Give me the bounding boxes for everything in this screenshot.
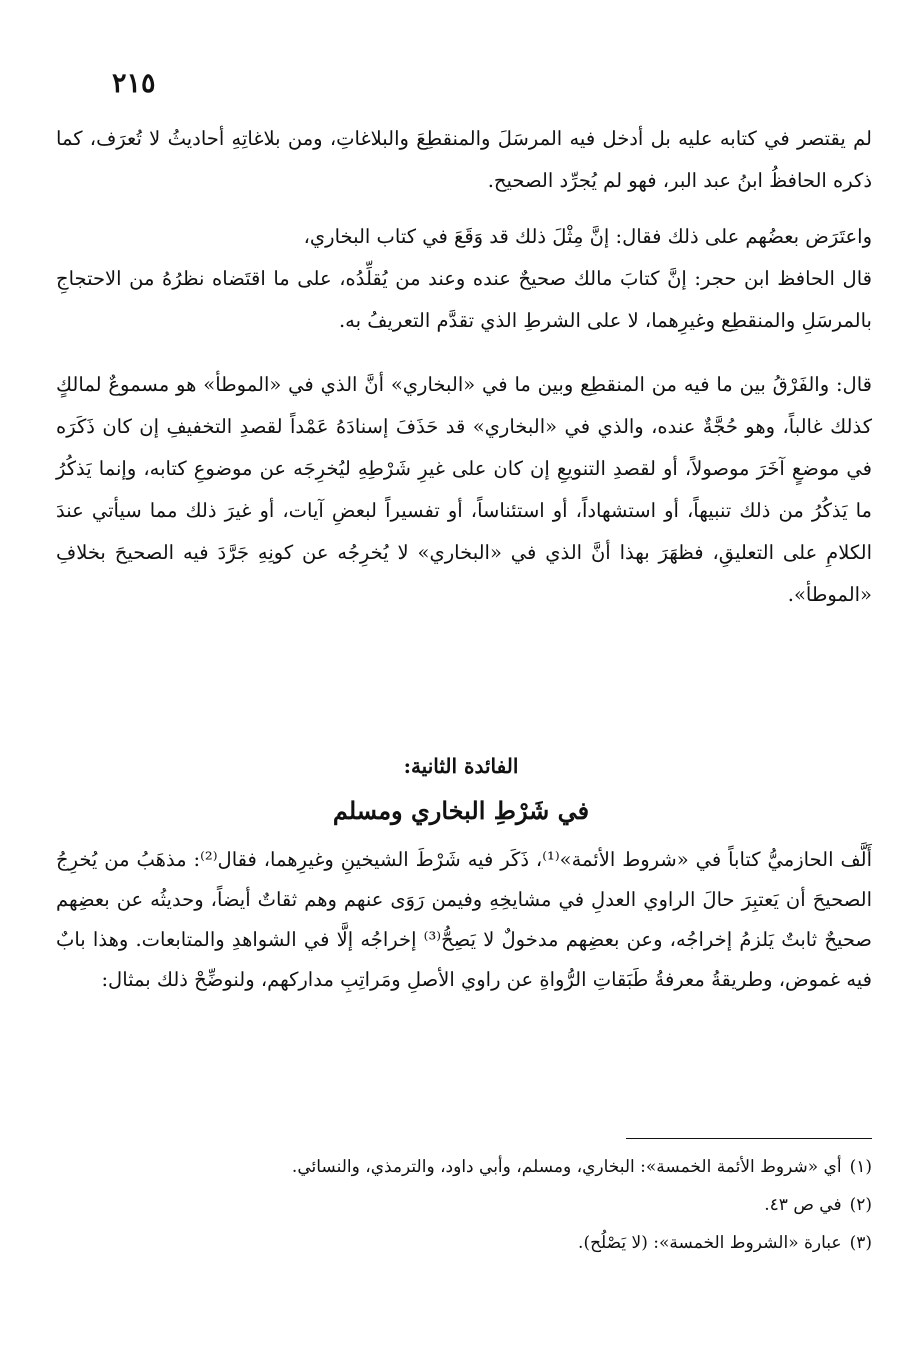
footnote-text: عبارة «الشروط الخمسة»: (لا يَصْلُح). xyxy=(578,1233,842,1253)
footnote-text: أي «شروط الأئمة الخمسة»: البخاري، ومسلم، وأبي داود، والترمذي، والنسائي. xyxy=(291,1157,842,1177)
paragraph: قال: والفَرْقُ بين ما فيه من المنقطِع وبين ما في «البخاري» أنَّ الذي في «الموطأ» هو مسموعٌ لمالكٍ كذلك غالباً، وهو حُجَّةٌ عنده، والذي في «البخاري» قد حَذَفَ إسنادَهُ عَمْداً لقصدِ التخفيفِ إن كان ذَكَرَه في موضعٍ آخَرَ موصولاً، أو لقصدِ التنويعِ إن كان على غيرِ شَرْطِهِ ليُخرِجَه عن موضوعِ كتابه، وإنما يَذكُرُ ما يَذكُرُ من ذلك تنبيهاً، أو استشهاداً، أو استئناساً، أو تفسيراً لبعضِ آيات، أو غيرَ ذلك مما سيأتي عندَ الكلامِ على التعليقِ، فظهَرَ بهذا أنَّ الذي في «البخاري» لا يُخرِجُه عن كونِهِ جَرَّدَ فيه الصحيحَ بخلافِ «الموطأ». xyxy=(56,373,872,606)
paragraph: قال الحافظ ابن حجر: إنَّ كتابَ مالك صحيحٌ عنده وعند من يُقلِّدُه، على ما اقتَضاه نظرُهُ من الاحتجاجِ بالمرسَلِ والمنقطِع وغيرِهما، لا على الشرطِ الذي تقدَّم التعريفُ به. xyxy=(56,267,872,332)
section-one-text xyxy=(56,118,872,616)
paragraph: لم يقتصر في كتابه عليه بل أدخل فيه المرسَلَ والمنقطِعَ والبلاغاتِ، ومن بلاغاتِهِ أحاديثُ لا تُعرَف، كما ذكره الحافظُ ابنُ عبد البر، فهو لم يُجرِّد الصحيح. xyxy=(56,127,872,192)
footnote-divider xyxy=(626,1138,872,1139)
section-two-text xyxy=(56,840,872,1000)
footnote-number: (١) xyxy=(849,1157,872,1177)
page-number: ٢١٥ xyxy=(112,68,156,99)
footnote-number: (٣) xyxy=(849,1233,872,1253)
footnote xyxy=(56,1148,872,1186)
section-heading: الفائدة الثانية: xyxy=(403,754,519,778)
footnotes xyxy=(56,1148,872,1262)
paragraph: واعتَرَض بعضُهم على ذلك فقال: إنَّ مِثْلَ ذلك قد وَقَعَ في كتاب البخاري، xyxy=(303,225,872,248)
section-subheading: في شَرْطِ البخاري ومسلم xyxy=(332,796,590,825)
footnote xyxy=(56,1186,872,1224)
paragraph: أَلَّف الحازميُّ كتاباً في «شروط الأئمة»⁽¹⁾، ذَكَر فيه شَرْطَ الشيخينِ وغيرِهما، فقال⁽²⁾: مذهَبُ من يُخرِجُ الصحيحَ أن يَعتبِرَ حالَ الراوي العدلِ في مشايخِهِ وفيمن رَوَى عنهم وهم ثقاتٌ أيضاً، وحديثُه عن بعضِهم صحيحٌ ثابتٌ يَلزمُ إخراجُه، وعن بعضِهم مدخولٌ لا يَصِحُّ⁽³⁾ إخراجُه إلَّا في الشواهدِ والمتابعات. وهذا بابٌ فيه غموض، وطريقةُ معرفةُ طَبَقاتِ الرُّواةِ عن راوي الأصلِ ومَراتِبِ مداركهم، ولنوضِّحْ ذلك بمثال: xyxy=(56,848,872,991)
footnote-text: في ص ٤٣. xyxy=(764,1195,842,1215)
footnote-number: (٢) xyxy=(849,1195,872,1215)
footnote xyxy=(56,1224,872,1262)
